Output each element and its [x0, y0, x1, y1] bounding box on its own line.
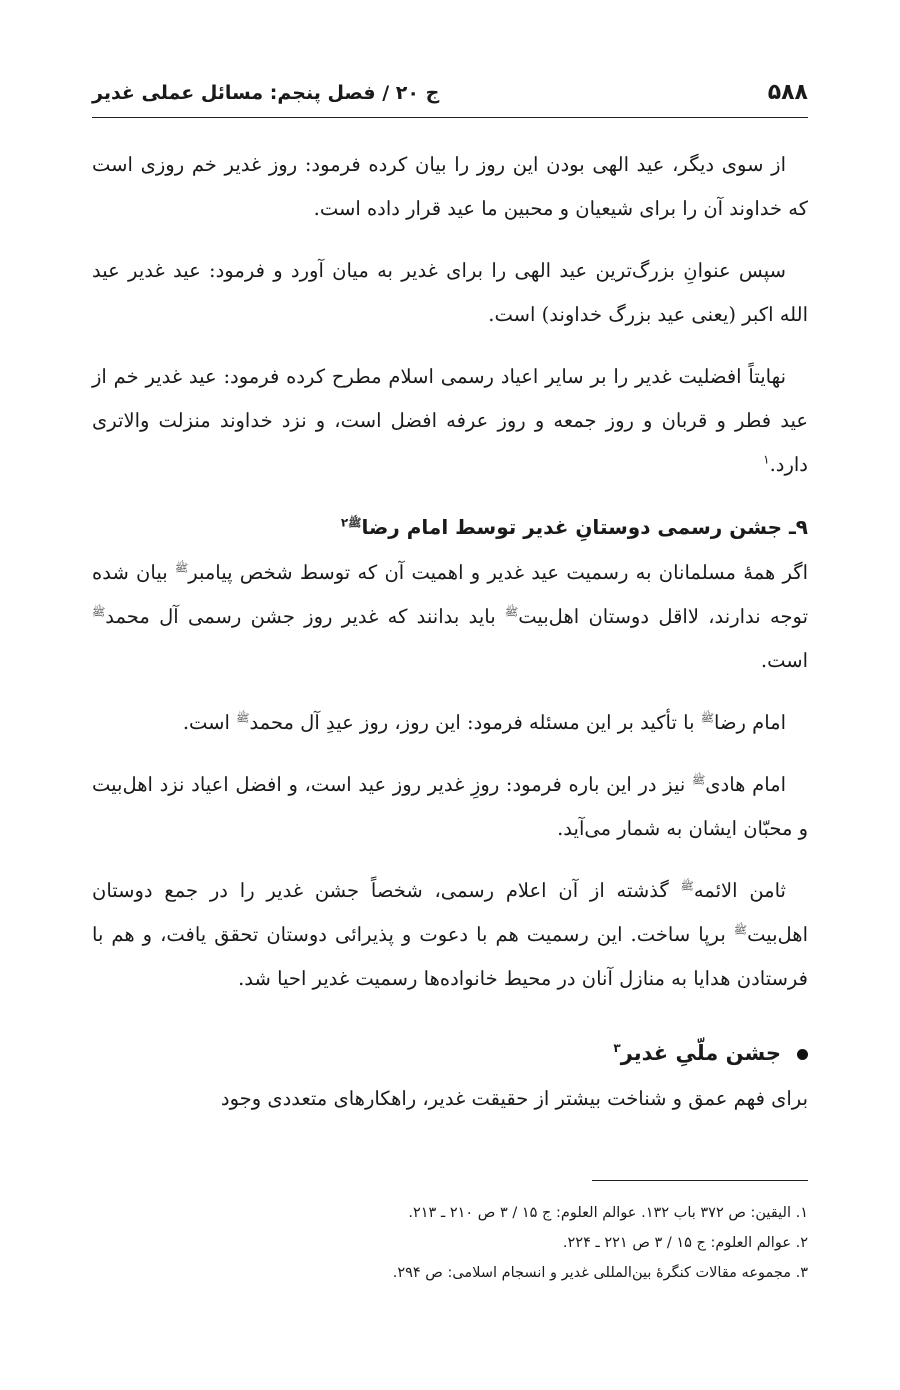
paragraph-4-part-c: باید بدانند که غدیر روز جشن رسمی آل محمد: [105, 605, 505, 628]
paragraph-5-part-b: با تأکید بر این مسئله فرمود: این روز، روز عیدِ آل محمد: [249, 711, 701, 734]
paragraph-4-part-a: اگر همهٔ مسلمانان به رسمیت عید غدیر و اهمیت آن که توسط شخص پیامبر: [188, 561, 808, 584]
paragraph-4-part-d: است.: [760, 649, 808, 672]
bullet-dot-icon: [797, 1049, 808, 1060]
honorific-glyph: ﷺ: [504, 605, 519, 619]
paragraph-5-part-a: امام رضا: [714, 711, 786, 734]
paragraph-7-part-c: برپا ساخت. این رسمیت هم با دعوت و پذیرائی دوستان تحقق یافت، و هم با فرستادن هدایا به منازل آنان در محیط خانواده‌ها رسمیت غدیر احیا شد.: [92, 923, 808, 990]
paragraph-3-text: نهایتاً افضلیت غدیر را بر سایر اعیاد رسمی اسلام مطرح کرده فرمود: عید غدیر خم از عید فطر و قربان و روز جمعه و روز عرفه افضل است، و نزد خداوند منزلت والاتری دارد.: [92, 365, 808, 476]
running-header: [92, 74, 808, 114]
paragraph-8: برای فهم عمق و شناخت بیشتر از حقیقت غدیر، راهکارهای متعددی وجود: [220, 1087, 808, 1110]
paragraph-4-part-b: بیان شده توجه ندارند، لااقل دوستان اهل‌بیت: [92, 561, 808, 628]
footnote-ref-1[interactable]: ۱: [763, 452, 770, 467]
footnote-divider: [592, 1180, 808, 1181]
paragraph-6-part-a: امام هادی: [705, 773, 786, 796]
honorific-glyph: ﷺ: [348, 516, 362, 530]
honorific-glyph: ﷺ: [174, 561, 189, 575]
section-heading-9-text: ۹ـ جشن رسمی دوستانِ غدیر توسط امام رضا: [361, 515, 808, 539]
footnote-1: ۱. الیقین: ص ۳۷۲ باب ۱۳۲. عوالم العلوم: ج ۱۵ / ۳ ص ۲۱۰ ـ ۲۱۳.: [408, 1205, 808, 1221]
footnote-ref-3[interactable]: ۳: [613, 1041, 621, 1055]
footnote-ref-2[interactable]: ۲: [340, 515, 349, 530]
paragraph-3: [92, 355, 808, 487]
honorific-glyph: ﷺ: [236, 711, 250, 725]
paragraph-7-part-b: گذشته از آن اعلام رسمی، شخصاً جشن غدیر را در جمع دوستان اهل‌بیت: [92, 879, 808, 946]
footnotes: [92, 1198, 808, 1288]
footnote-2: ۲. عوالم العلوم: ج ۱۵ / ۳ ص ۲۲۱ ـ ۲۲۴.: [562, 1235, 808, 1251]
header-divider: [92, 117, 808, 118]
paragraph-6-part-b: نیز در این باره فرمود: روزِ غدیر روز عید است، و افضل اعیاد نزد اهل‌بیت و محبّان ایشان به شمار می‌آید.: [92, 773, 808, 840]
paragraph-2: سپس عنوانِ بزرگ‌ترین عید الهی را برای غدیر به میان آورد و فرمود: عید غدیر عید الله اکبر (یعنی عید بزرگ خداوند) است.: [92, 259, 808, 326]
bullet-heading: [92, 1031, 808, 1075]
paragraph-1: از سوی دیگر، عید الهی بودن این روز را بیان کرده فرمود: روز غدیر خم روزی است که خداوند آن را برای شیعیان و محبین ما عید قرار داده است.: [92, 153, 808, 220]
paragraph-7: [92, 869, 808, 1001]
honorific-glyph: ﷺ: [733, 923, 748, 937]
paragraph-5: [92, 701, 808, 745]
paragraph-7-part-a: ثامن الائمه: [693, 879, 786, 902]
page-body: [92, 143, 808, 1127]
honorific-glyph: ﷺ: [92, 605, 106, 619]
paragraph-5-part-c: است.: [182, 711, 237, 734]
honorific-glyph: ﷺ: [691, 773, 706, 787]
page-number: ۵۸۸: [767, 80, 808, 105]
bullet-heading-text: جشن ملّیِ غدیر: [620, 1041, 781, 1065]
honorific-glyph: ﷺ: [700, 711, 714, 725]
section-heading-9: [92, 505, 808, 549]
chapter-title: ج ۲۰ / فصل پنجم: مسائل عملی غدیر: [92, 82, 440, 104]
honorific-glyph: ﷺ: [680, 879, 694, 893]
paragraph-4: [92, 551, 808, 683]
paragraph-6: [92, 763, 808, 851]
footnote-3: ۳. مجموعه مقالات کنگرهٔ بین‌المللی غدیر و انسجام اسلامی: ص ۲۹۴.: [392, 1265, 808, 1281]
